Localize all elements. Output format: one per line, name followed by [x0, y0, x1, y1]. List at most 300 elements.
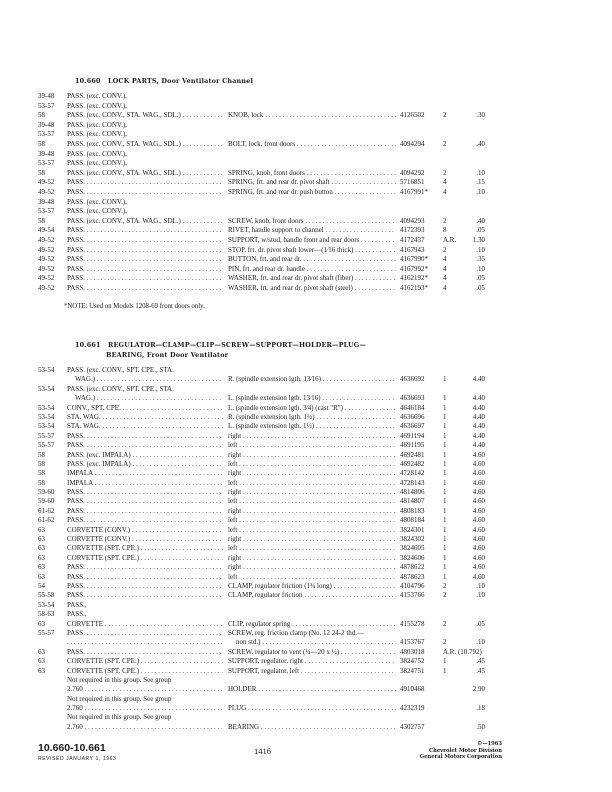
part-number: 4232319: [400, 704, 425, 713]
part-number: 4162192*: [400, 274, 428, 283]
model-name: PASS. . . .: [67, 563, 223, 572]
price: 4.60: [472, 506, 485, 515]
table-row: [0, 366, 612, 375]
price: .05: [476, 283, 485, 292]
price: .10: [476, 187, 485, 196]
model-name: IMPALA . . .: [67, 469, 223, 478]
model-name: PASS. (exc. CONV., STA. WAG., SDL.) . . .: [67, 217, 223, 227]
model-name: PASS. . . .: [67, 488, 223, 497]
part-description: BOLT, lock, front doors . . .: [228, 140, 396, 150]
table-row: [0, 488, 612, 497]
quantity: 2: [443, 111, 447, 120]
part-description: left . . .: [228, 516, 396, 525]
model-name: Not required in this group. See group: [67, 694, 172, 703]
part-number: 5716851: [400, 178, 425, 187]
price: 4.40: [472, 422, 485, 431]
part-number: 4808184: [400, 516, 425, 525]
model-name: 2.760 . . .: [67, 723, 223, 732]
model-name: PASS. (exc. CONV.),: [67, 92, 127, 100]
price: .45: [476, 657, 485, 666]
part-description: left . . .: [228, 441, 396, 450]
part-number: 4692481: [400, 450, 425, 459]
quantity: 1: [443, 572, 447, 581]
quantity: 4: [443, 187, 447, 196]
model-year: 39-48: [38, 149, 55, 158]
model-name: PASS.,: [67, 610, 87, 619]
part-description: left . . .: [228, 460, 396, 469]
model-year: 58: [38, 139, 45, 148]
table-row: [0, 198, 612, 208]
model-year: 39-48: [38, 120, 55, 129]
table-row: [0, 246, 612, 256]
part-description: right . . .: [228, 507, 396, 516]
part-description: KNOB, lock . . .: [228, 111, 396, 121]
table-row: [0, 130, 612, 140]
footer-publisher: [420, 741, 502, 761]
model-name: WAG.) . . .: [67, 394, 223, 403]
model-year: 39-48: [38, 197, 55, 206]
quantity: 4: [443, 178, 447, 187]
footer-revised-date: REVISED JANUARY 1, 1963: [38, 756, 117, 762]
part-number: 4646184: [400, 403, 425, 412]
quantity: 1: [443, 450, 447, 459]
price: .35: [476, 255, 485, 264]
model-name: PASS. (exc. CONV.),: [67, 130, 127, 139]
part-number: 4104796: [400, 581, 425, 590]
part-number: 4162193*: [400, 283, 428, 292]
model-year: 59-60: [38, 488, 55, 497]
model-year: 53-57: [38, 101, 55, 110]
model-name: CORVETTE (SPT. CPE.) . . .: [67, 667, 223, 676]
price: 4.60: [472, 544, 485, 553]
table-row: [0, 92, 612, 102]
model-name: PASS. (exc. CONV., STA. WAG., SDL.) . . .: [67, 169, 223, 179]
price: .05: [476, 619, 485, 628]
quantity: 1: [443, 478, 447, 487]
model-name: CORVETTE (SPT. CPE.) . . .: [67, 554, 223, 563]
price: .10: [476, 581, 485, 590]
model-name: IMPALA . . .: [67, 479, 223, 488]
part-description: left . . .: [228, 544, 396, 553]
quantity: 1: [443, 506, 447, 515]
part-number: 3824752: [400, 657, 425, 666]
model-name: PASS. (exc. CONV., SPT. CPE., STA.: [67, 384, 174, 393]
part-number: 4094294: [400, 139, 425, 148]
footer-group-code: 10.660-10.661: [38, 742, 106, 754]
model-name: PASS. (exc. CONV.),: [67, 120, 127, 129]
part-description: STOP, frt. dr. pivot shaft lower—(1⁄16 thick) . . .: [228, 246, 396, 256]
model-year: 58: [38, 168, 45, 177]
model-name: PASS. . . .: [67, 246, 223, 256]
price: .10: [476, 264, 485, 273]
model-year: 53-57: [38, 159, 55, 168]
quantity: 1: [443, 431, 447, 440]
model-year: 49-52: [38, 178, 55, 187]
part-description: left . . .: [228, 479, 396, 488]
part-description: PIN, frt. and rear dr. handle . . .: [228, 265, 396, 275]
quantity: 1: [443, 441, 447, 450]
price: 4.60: [472, 459, 485, 468]
model-year: 61-62: [38, 506, 55, 515]
part-number: 4094293: [400, 216, 425, 225]
quantity: 1: [443, 525, 447, 534]
section-heading: LOCK PARTS,: [107, 77, 159, 85]
part-description: right . . .: [228, 451, 396, 460]
part-number: 4728142: [400, 469, 425, 478]
quantity: 2: [443, 638, 447, 647]
price: 4.40: [472, 441, 485, 450]
model-name: PASS. . . .: [67, 284, 223, 294]
section-heading-line2: BEARING,: [106, 351, 145, 359]
model-year: 49-52: [38, 245, 55, 254]
table-row: [0, 404, 612, 413]
model-year: 63: [38, 563, 45, 572]
table-row: [0, 704, 612, 713]
table-row: [0, 516, 612, 525]
table-row: [0, 648, 612, 657]
table-row: [0, 385, 612, 394]
model-name: 2.760 . . .: [67, 704, 223, 713]
price: 4.60: [472, 488, 485, 497]
model-year: 49-52: [38, 283, 55, 292]
table-row: [0, 226, 612, 236]
quantity: 1: [443, 544, 447, 553]
model-name: PASS. (exc. CONV., STA. WAG., SDL.) . . .: [67, 140, 223, 150]
quantity: 1: [443, 497, 447, 506]
quantity: 1: [443, 469, 447, 478]
model-year: 63: [38, 619, 45, 628]
table-row: [0, 284, 612, 294]
part-number: 3824751: [400, 666, 425, 675]
model-name: PASS. (exc. CONV.),: [67, 207, 127, 216]
model-year: 59-60: [38, 497, 55, 506]
quantity: 1: [443, 375, 447, 384]
table-row: [0, 685, 612, 694]
quantity: 2: [443, 581, 447, 590]
table-row: [0, 573, 612, 582]
part-description: L. (spindle extension lgth. 13⁄16) . . .: [228, 394, 396, 403]
section-number: 10.660: [75, 77, 101, 85]
model-year: 63: [38, 666, 45, 675]
model-year: 58-63: [38, 610, 55, 619]
price: 4.60: [472, 525, 485, 534]
part-description: R. (spindle extension lgth. 13⁄16) . . .: [228, 375, 396, 384]
table-row: [0, 432, 612, 441]
model-year: 49-52: [38, 187, 55, 196]
table-row: [0, 236, 612, 246]
part-number: 4155278: [400, 619, 425, 628]
table-row: [0, 544, 612, 553]
price: .45: [476, 666, 485, 675]
part-description: L. (spindle extension lgth. 3⁄4) (cast "R") . . .: [228, 404, 396, 413]
model-name: [67, 638, 223, 647]
part-description: PLUG . . .: [228, 704, 396, 713]
model-year: 58: [38, 111, 45, 120]
quantity: 1: [443, 403, 447, 412]
section-number: 10.661: [75, 341, 101, 349]
model-name: PASS. . . .: [67, 432, 223, 441]
part-number: 4814806: [400, 488, 425, 497]
part-number: 4878622: [400, 563, 425, 572]
model-year: 53-54: [38, 412, 55, 421]
price: 1.30: [472, 235, 485, 244]
table-row: [0, 676, 612, 685]
part-number: 4803018: [400, 647, 425, 656]
part-description: SPRING, frt. and rear dr. pivot shaft . . .: [228, 178, 396, 188]
table-row: [0, 479, 612, 488]
model-name: CORVETTE (CONV.) . . .: [67, 535, 223, 544]
part-number: 4814807: [400, 497, 425, 506]
price: .50: [476, 722, 485, 731]
table-row: [0, 667, 612, 676]
quantity: 4: [443, 283, 447, 292]
part-description: CLAMP, regulator friction . . .: [228, 591, 396, 600]
quantity: 1: [443, 666, 447, 675]
price: 4.60: [472, 450, 485, 459]
part-description: right . . .: [228, 469, 396, 478]
part-number: 3824302: [400, 535, 425, 544]
part-description: left . . .: [228, 573, 396, 582]
model-year: 53-54: [38, 384, 55, 393]
model-year: 63: [38, 544, 45, 553]
model-name: PASS. (exc. CONV., STA. WAG., SDL.) . . .: [67, 111, 223, 121]
price: A.R. (10.792): [443, 647, 482, 656]
price: .18: [476, 704, 485, 713]
part-number: 4302757: [400, 722, 425, 731]
quantity: 2: [443, 216, 447, 225]
table-row: [0, 255, 612, 265]
part-description: SUPPORT, regulator, left . . .: [228, 667, 396, 676]
part-description: WASHER, frt. and rear dr. pivot shaft (fiber) . . .: [228, 274, 396, 284]
model-year: 55-58: [38, 591, 55, 600]
model-year: 58: [38, 478, 45, 487]
model-name: WAG.) . . .: [67, 375, 223, 384]
quantity: 4: [443, 274, 447, 283]
price: .10: [476, 638, 485, 647]
price: 4.40: [472, 412, 485, 421]
table-row: [0, 535, 612, 544]
price: 2.90: [472, 685, 485, 694]
table-row: [0, 497, 612, 506]
model-name: STA. WAG. . . .: [67, 413, 223, 422]
table-row: [0, 713, 612, 722]
part-number: 4167991*: [400, 187, 428, 196]
price: .10: [476, 591, 485, 600]
part-description: right . . .: [228, 488, 396, 497]
price: .10: [476, 168, 485, 177]
part-number: 4636692: [400, 375, 425, 384]
table-row: [0, 507, 612, 516]
quantity: 1: [443, 488, 447, 497]
model-year: 63: [38, 535, 45, 544]
model-year: 49-52: [38, 264, 55, 273]
part-number: 4094292: [400, 168, 425, 177]
table-row: [0, 563, 612, 572]
quantity: 8: [443, 226, 447, 235]
price: .30: [476, 111, 485, 120]
table-row: [0, 620, 612, 629]
table-row: [0, 610, 612, 619]
model-name: Not required in this group. See group: [67, 675, 172, 684]
part-description: BUTTON, frt. and rear dr. . . .: [228, 255, 396, 265]
part-description: WASHER, frt. and rear dr. pivot shaft (steel) . . .: [228, 284, 396, 294]
quantity: A.R.: [443, 235, 457, 244]
table-row: [0, 169, 612, 179]
model-name: PASS. . . .: [67, 507, 223, 516]
price: 4.40: [472, 394, 485, 403]
model-year: 58: [38, 450, 45, 459]
table-row: [0, 274, 612, 284]
table-row: [0, 111, 612, 121]
part-description: SUPPORT, regulator, right . . .: [228, 657, 396, 666]
model-name: CORVETTE (SPT. CPE.) . . .: [67, 544, 223, 553]
model-name: PASS. . . .: [67, 573, 223, 582]
table-row: [0, 460, 612, 469]
part-description: right . . .: [228, 432, 396, 441]
table-row: [0, 441, 612, 450]
quantity: 4: [443, 255, 447, 264]
model-name: PASS. . . .: [67, 236, 223, 246]
part-description: SCREW, knob, front doors . . .: [228, 217, 396, 227]
part-description: non std.) . . .: [228, 638, 396, 647]
table-row: [0, 723, 612, 732]
copyright: ©—1963: [477, 741, 502, 747]
model-name: PASS. (exc. CONV.),: [67, 159, 127, 168]
section-subheading: Door Ventilator Channel: [161, 77, 254, 85]
price: 4.60: [472, 516, 485, 525]
table-row: [0, 217, 612, 227]
part-description: right . . .: [228, 554, 396, 563]
table-row: [0, 526, 612, 535]
model-name: PASS. (exc. CONV., SPT. CPE., STA.: [67, 366, 174, 374]
model-year: 53-57: [38, 207, 55, 216]
table-row: [0, 638, 612, 647]
model-year: 58: [38, 469, 45, 478]
quantity: 1: [443, 563, 447, 572]
model-name: PASS. . . .: [67, 188, 223, 198]
model-year: 61-62: [38, 516, 55, 525]
table-row: [0, 451, 612, 460]
section-subheading: Front Door Ventilator: [146, 351, 229, 359]
table-row: [0, 591, 612, 600]
footnote: *NOTE: Used on Models 1208-69 front doors only.: [64, 303, 205, 310]
model-name: CORVETTE (CONV.) . . .: [67, 526, 223, 535]
model-name: CONV., SPT. CPE. . . .: [67, 404, 223, 413]
price: 4.40: [472, 403, 485, 412]
part-number: 4153767: [400, 638, 425, 647]
part-description: RIVET, handle support to channel . . .: [228, 226, 396, 236]
model-year: 54: [38, 581, 45, 590]
page-number: 1416: [254, 746, 271, 756]
price: 4.60: [472, 553, 485, 562]
model-name: PASS.,: [67, 600, 87, 609]
table-row: [0, 695, 612, 704]
table-row: [0, 629, 612, 638]
part-number: 4167943: [400, 245, 425, 254]
quantity: 1: [443, 422, 447, 431]
model-year: 55-57: [38, 628, 55, 637]
quantity: 2: [443, 139, 447, 148]
table-row: [0, 554, 612, 563]
model-name: PASS. . . .: [67, 274, 223, 284]
model-year: 53-54: [38, 403, 55, 412]
model-year: 58: [38, 216, 45, 225]
part-number: 4808183: [400, 506, 425, 515]
model-year: 49-52: [38, 255, 55, 264]
table-row: [0, 422, 612, 431]
table-row: [0, 207, 612, 217]
model-name: STA. WAG. . . .: [67, 422, 223, 431]
table-row: [0, 150, 612, 160]
model-name: PASS. . . .: [67, 441, 223, 450]
model-name: PASS. (exc. CONV.),: [67, 101, 127, 110]
model-year: 49-54: [38, 226, 55, 235]
model-name: Not required in this group. See group: [67, 713, 172, 722]
quantity: 2: [443, 245, 447, 254]
part-description: SCREW, regulator to vent (¼—20 x ½) . . .: [228, 648, 396, 657]
model-name: PASS. (exc. IMPALA) . . .: [67, 460, 223, 469]
model-name: PASS. . . .: [67, 516, 223, 525]
part-description: BEARING . . .: [228, 723, 396, 732]
model-year: 53-54: [38, 366, 55, 374]
model-name: PASS. (exc. IMPALA) . . .: [67, 451, 223, 460]
price: 4.60: [472, 478, 485, 487]
table-row: [0, 375, 612, 384]
quantity: 1: [443, 459, 447, 468]
price: 4.40: [472, 431, 485, 440]
part-number: 4910468: [400, 685, 425, 694]
table-row: [0, 159, 612, 169]
part-number: 4878623: [400, 572, 425, 581]
model-year: 63: [38, 553, 45, 562]
part-number: 4728143: [400, 478, 425, 487]
part-number: 3824605: [400, 544, 425, 553]
model-year: 55-57: [38, 441, 55, 450]
part-number: 4692482: [400, 459, 425, 468]
model-year: 63: [38, 525, 45, 534]
model-year: 63: [38, 572, 45, 581]
part-number: 4636697: [400, 422, 425, 431]
model-name: PASS. . . .: [67, 265, 223, 275]
model-year: 63: [38, 647, 45, 656]
price: 4.40: [472, 375, 485, 384]
price: 4.60: [472, 572, 485, 581]
part-description: SPRING, knob, front doors . . .: [228, 169, 396, 179]
section-title-10-661: [75, 340, 366, 360]
part-number: 3824606: [400, 553, 425, 562]
part-number: 3824301: [400, 525, 425, 534]
table-row: [0, 188, 612, 198]
price: 4.60: [472, 469, 485, 478]
quantity: 1: [443, 516, 447, 525]
table-row: [0, 394, 612, 403]
part-number: 4172393: [400, 226, 425, 235]
part-number: 4636696: [400, 412, 425, 421]
table-row: [0, 582, 612, 591]
model-name: 2.760 . . .: [67, 685, 223, 694]
quantity: 1: [443, 394, 447, 403]
section-heading: REGULATOR—CLAMP—CLIP—SCREW—SUPPORT—HOLDER—PLUG—: [107, 341, 367, 349]
table-row: [0, 178, 612, 188]
part-number: 4167992*: [400, 264, 428, 273]
part-description: left . . .: [228, 497, 396, 506]
parts-table-10-660: [0, 92, 612, 293]
part-description: right . . .: [228, 563, 396, 572]
part-description: SCREW, reg. friction clamp (No. 12 24-2 thd.—: [228, 628, 365, 637]
division-name: Chevrolet Motor Division: [428, 747, 502, 754]
price: 4.60: [472, 563, 485, 572]
price: .05: [476, 226, 485, 235]
